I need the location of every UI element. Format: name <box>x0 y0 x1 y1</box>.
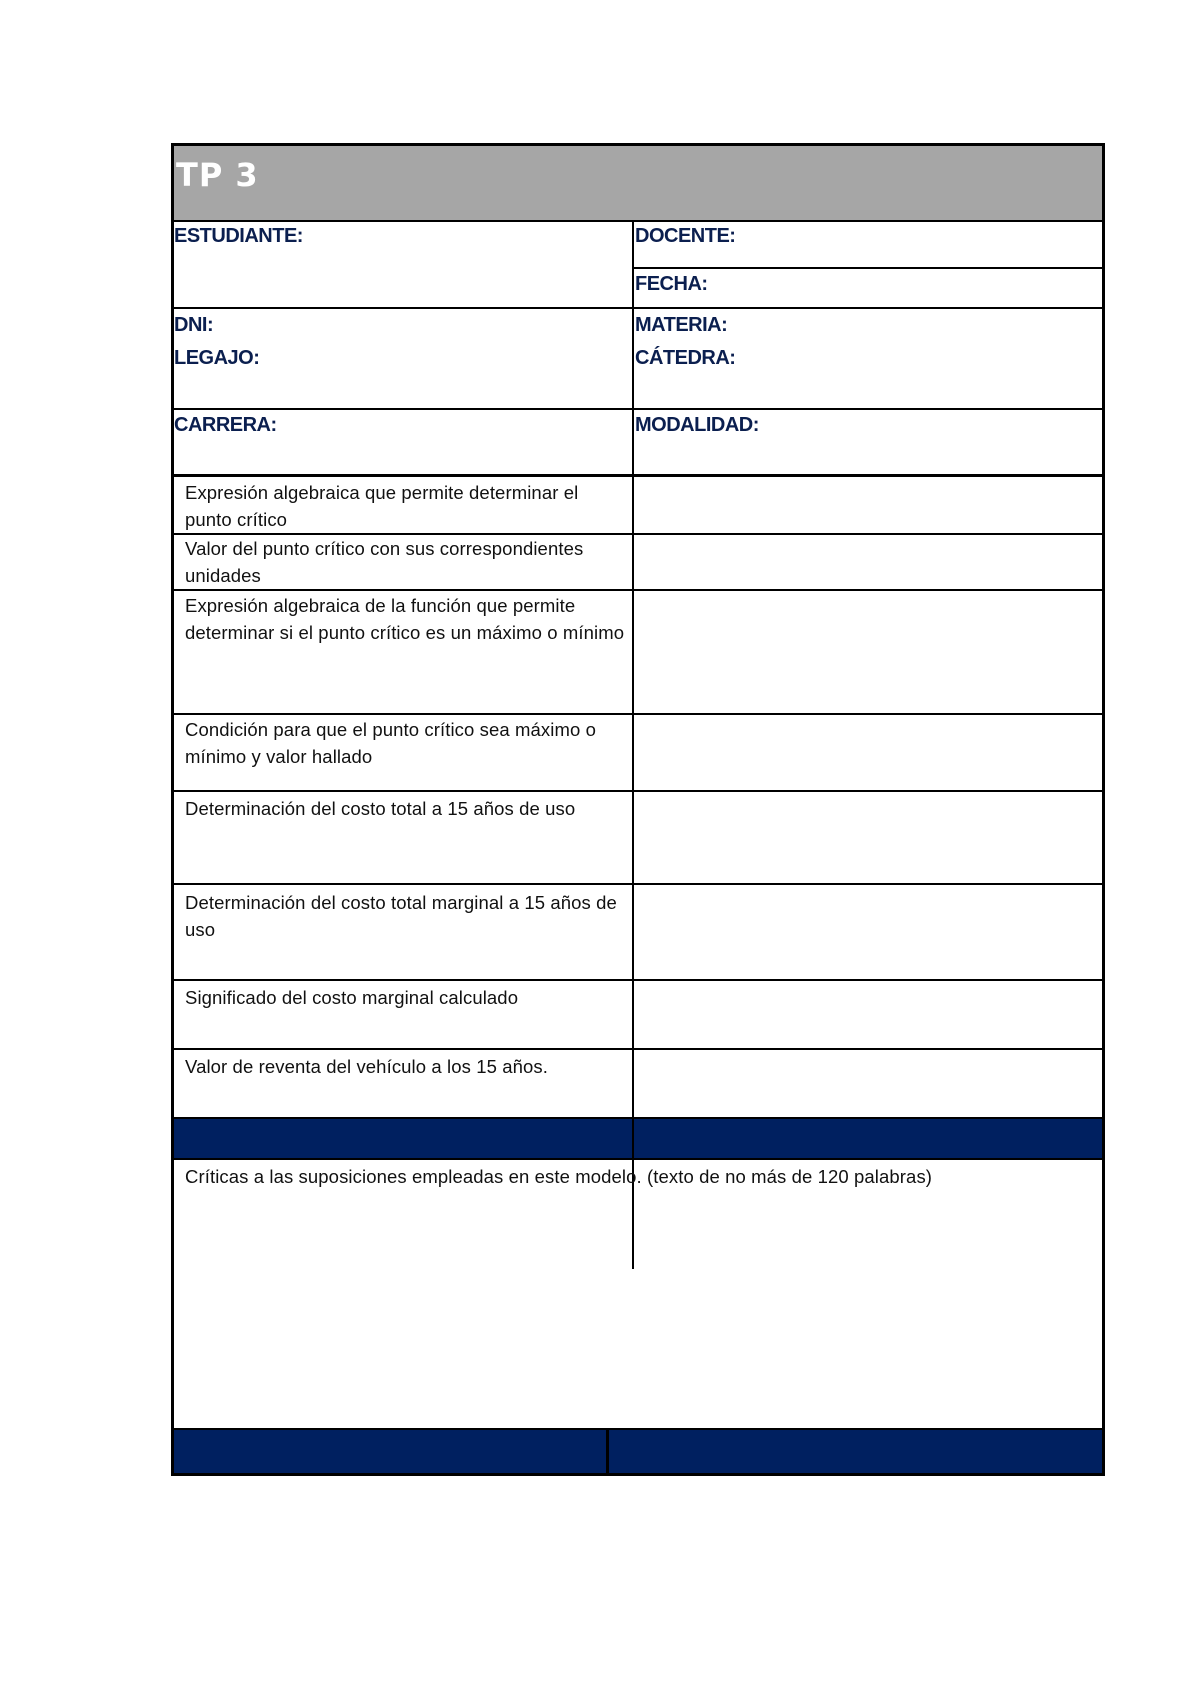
navy-bar-left <box>174 1119 632 1158</box>
question-critical-point-expression: Expresión algebraica que permite determinar el punto crítico <box>185 482 579 530</box>
divider <box>174 713 1102 715</box>
legajo-label: LEGAJO: <box>174 347 260 369</box>
question-resale-value: Valor de reventa del vehículo a los 15 años. <box>185 1056 548 1077</box>
critique-prompt: Críticas a las suposiciones empleadas en este modelo. (texto de no más de 120 palabras) <box>185 1166 933 1187</box>
modalidad-label: MODALIDAD: <box>635 414 759 436</box>
footer-bar-left <box>174 1430 606 1473</box>
dni-label: DNI: <box>174 314 214 336</box>
divider <box>174 589 1102 591</box>
fecha-label: FECHA: <box>635 273 708 295</box>
divider <box>174 307 1102 309</box>
divider <box>174 408 1102 410</box>
estudiante-label: ESTUDIANTE: <box>174 225 303 247</box>
question-critical-point-value: Valor del punto crítico con sus correspondientes unidades <box>185 538 584 586</box>
divider <box>174 1048 1102 1050</box>
question-total-cost: Determinación del costo total a 15 años de uso <box>185 798 576 819</box>
tp-form <box>171 143 1105 1476</box>
catedra-label: CÁTEDRA: <box>635 347 736 369</box>
divider <box>174 979 1102 981</box>
materia-label: MATERIA: <box>635 314 728 336</box>
question-max-min-condition: Condición para que el punto crítico sea máximo o mínimo y valor hallado <box>185 719 596 767</box>
form-title: TP 3 <box>176 156 259 194</box>
question-marginal-meaning: Significado del costo marginal calculado <box>185 987 519 1008</box>
question-marginal-cost: Determinación del costo total marginal a 15 años de uso <box>185 892 617 940</box>
divider <box>174 1158 1102 1160</box>
divider <box>174 883 1102 885</box>
divider <box>174 790 1102 792</box>
question-max-min-function: Expresión algebraica de la función que permite determinar si el punto crítico es un máximo o mínimo <box>185 595 625 643</box>
footer-bar-right <box>609 1430 1102 1473</box>
divider <box>632 267 1102 269</box>
divider <box>174 220 1102 222</box>
carrera-label: CARRERA: <box>174 414 277 436</box>
column-divider <box>632 220 634 1269</box>
footer-divider <box>606 1430 609 1473</box>
docente-label: DOCENTE: <box>635 225 736 247</box>
navy-bar-right <box>634 1119 1102 1158</box>
title-bar <box>174 146 1102 220</box>
divider <box>174 474 1102 477</box>
